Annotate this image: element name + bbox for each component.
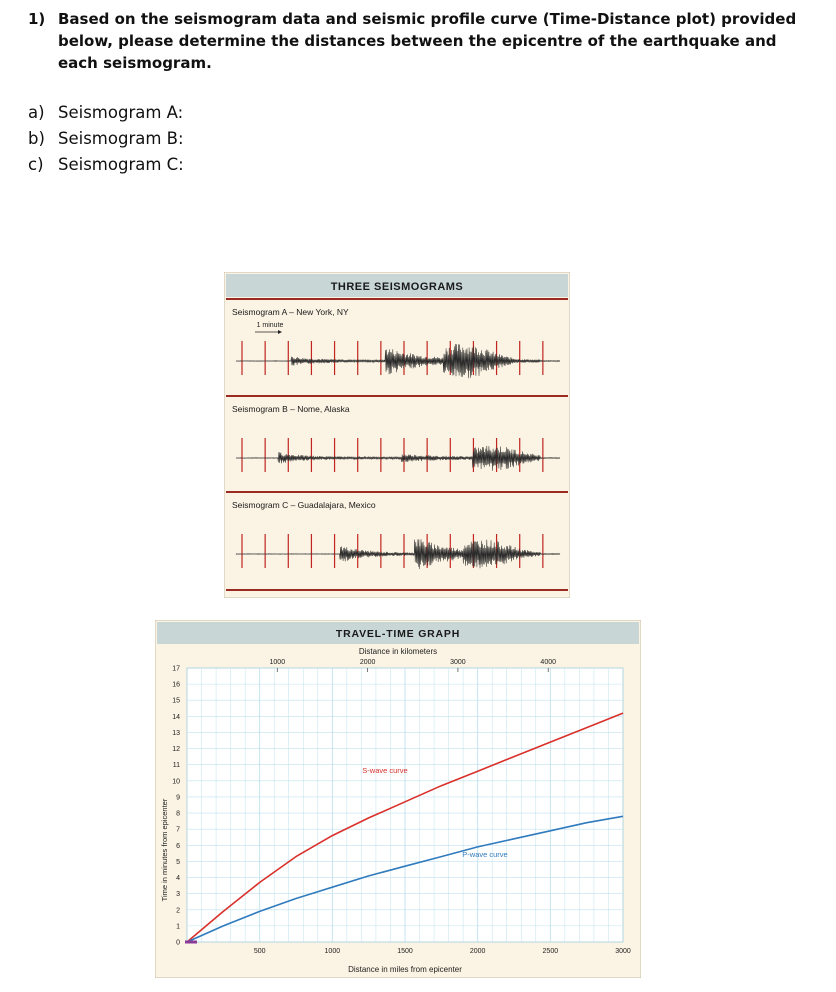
question-number: 1) [28,10,46,28]
x-tick-label: 3000 [615,948,631,955]
x-tick-label: 2000 [469,948,486,955]
top-axis-label: Distance in kilometers [358,647,438,656]
y-tick-label: 15 [172,697,180,705]
y-tick-label: 10 [172,778,180,786]
p-wave-label: P-wave curve [462,850,508,859]
y-tick-label: 1 [176,923,180,931]
answer-label: Seismogram C: [58,155,184,174]
y-tick-label: 2 [176,907,180,915]
question-block [28,8,818,74]
y-tick-label: 4 [176,875,180,883]
s-wave-label: S-wave curve [362,766,408,775]
answer-list [28,100,184,178]
x-tick-label: 500 [253,948,266,955]
graph-grid [187,668,623,942]
graph-title: TRAVEL-TIME GRAPH [335,628,461,640]
question-text: Based on the seismogram data and seismic profile curve (Time-Distance plot) provided below, please determine the distances between the epicentre of the earthquake and each seismogram. [58,10,797,72]
x-axis-label: Distance in miles from epicenter [348,965,462,974]
seismogram-figure [224,272,570,598]
y-tick-label: 0 [176,939,180,947]
y-tick-label: 11 [172,762,180,770]
answer-item-c [28,152,184,178]
answer-letter: c) [28,155,44,174]
top-tick-label: 2000 [359,659,376,666]
y-tick-label: 8 [176,810,180,818]
y-tick-label: 12 [172,746,180,754]
top-tick-label: 1000 [269,659,286,666]
y-tick-label: 3 [176,891,180,899]
travel-time-graph [155,620,641,978]
answer-item-b [28,126,184,152]
scale-label: 1 minute [256,322,284,329]
y-tick-label: 6 [176,842,180,850]
y-tick-label: 17 [172,665,180,673]
y-tick-label: 13 [172,729,180,737]
figure-background [224,272,570,598]
seismogram-label: Seismogram A – New York, NY [232,307,349,317]
y-tick-label: 16 [172,681,180,689]
answer-label: Seismogram B: [58,129,184,148]
answer-label: Seismogram A: [58,103,184,122]
figure-title: THREE SEISMOGRAMS [330,281,464,293]
y-tick-label: 14 [172,713,180,721]
seismogram-label: Seismogram C – Guadalajara, Mexico [232,500,376,510]
y-tick-label: 9 [176,794,180,802]
answer-item-a [28,100,184,126]
answer-letter: a) [28,103,45,122]
answer-letter: b) [28,129,45,148]
x-tick-label: 1000 [324,948,341,955]
y-axis-label: Time in minutes from epicenter [160,798,169,902]
top-tick-label: 3000 [450,659,466,666]
x-tick-label: 2500 [542,948,559,955]
y-tick-label: 5 [176,858,180,866]
seismogram-label: Seismogram B – Nome, Alaska [232,404,350,414]
y-tick-label: 7 [176,826,180,834]
top-tick-label: 4000 [540,659,557,666]
x-tick-label: 1500 [397,948,413,955]
